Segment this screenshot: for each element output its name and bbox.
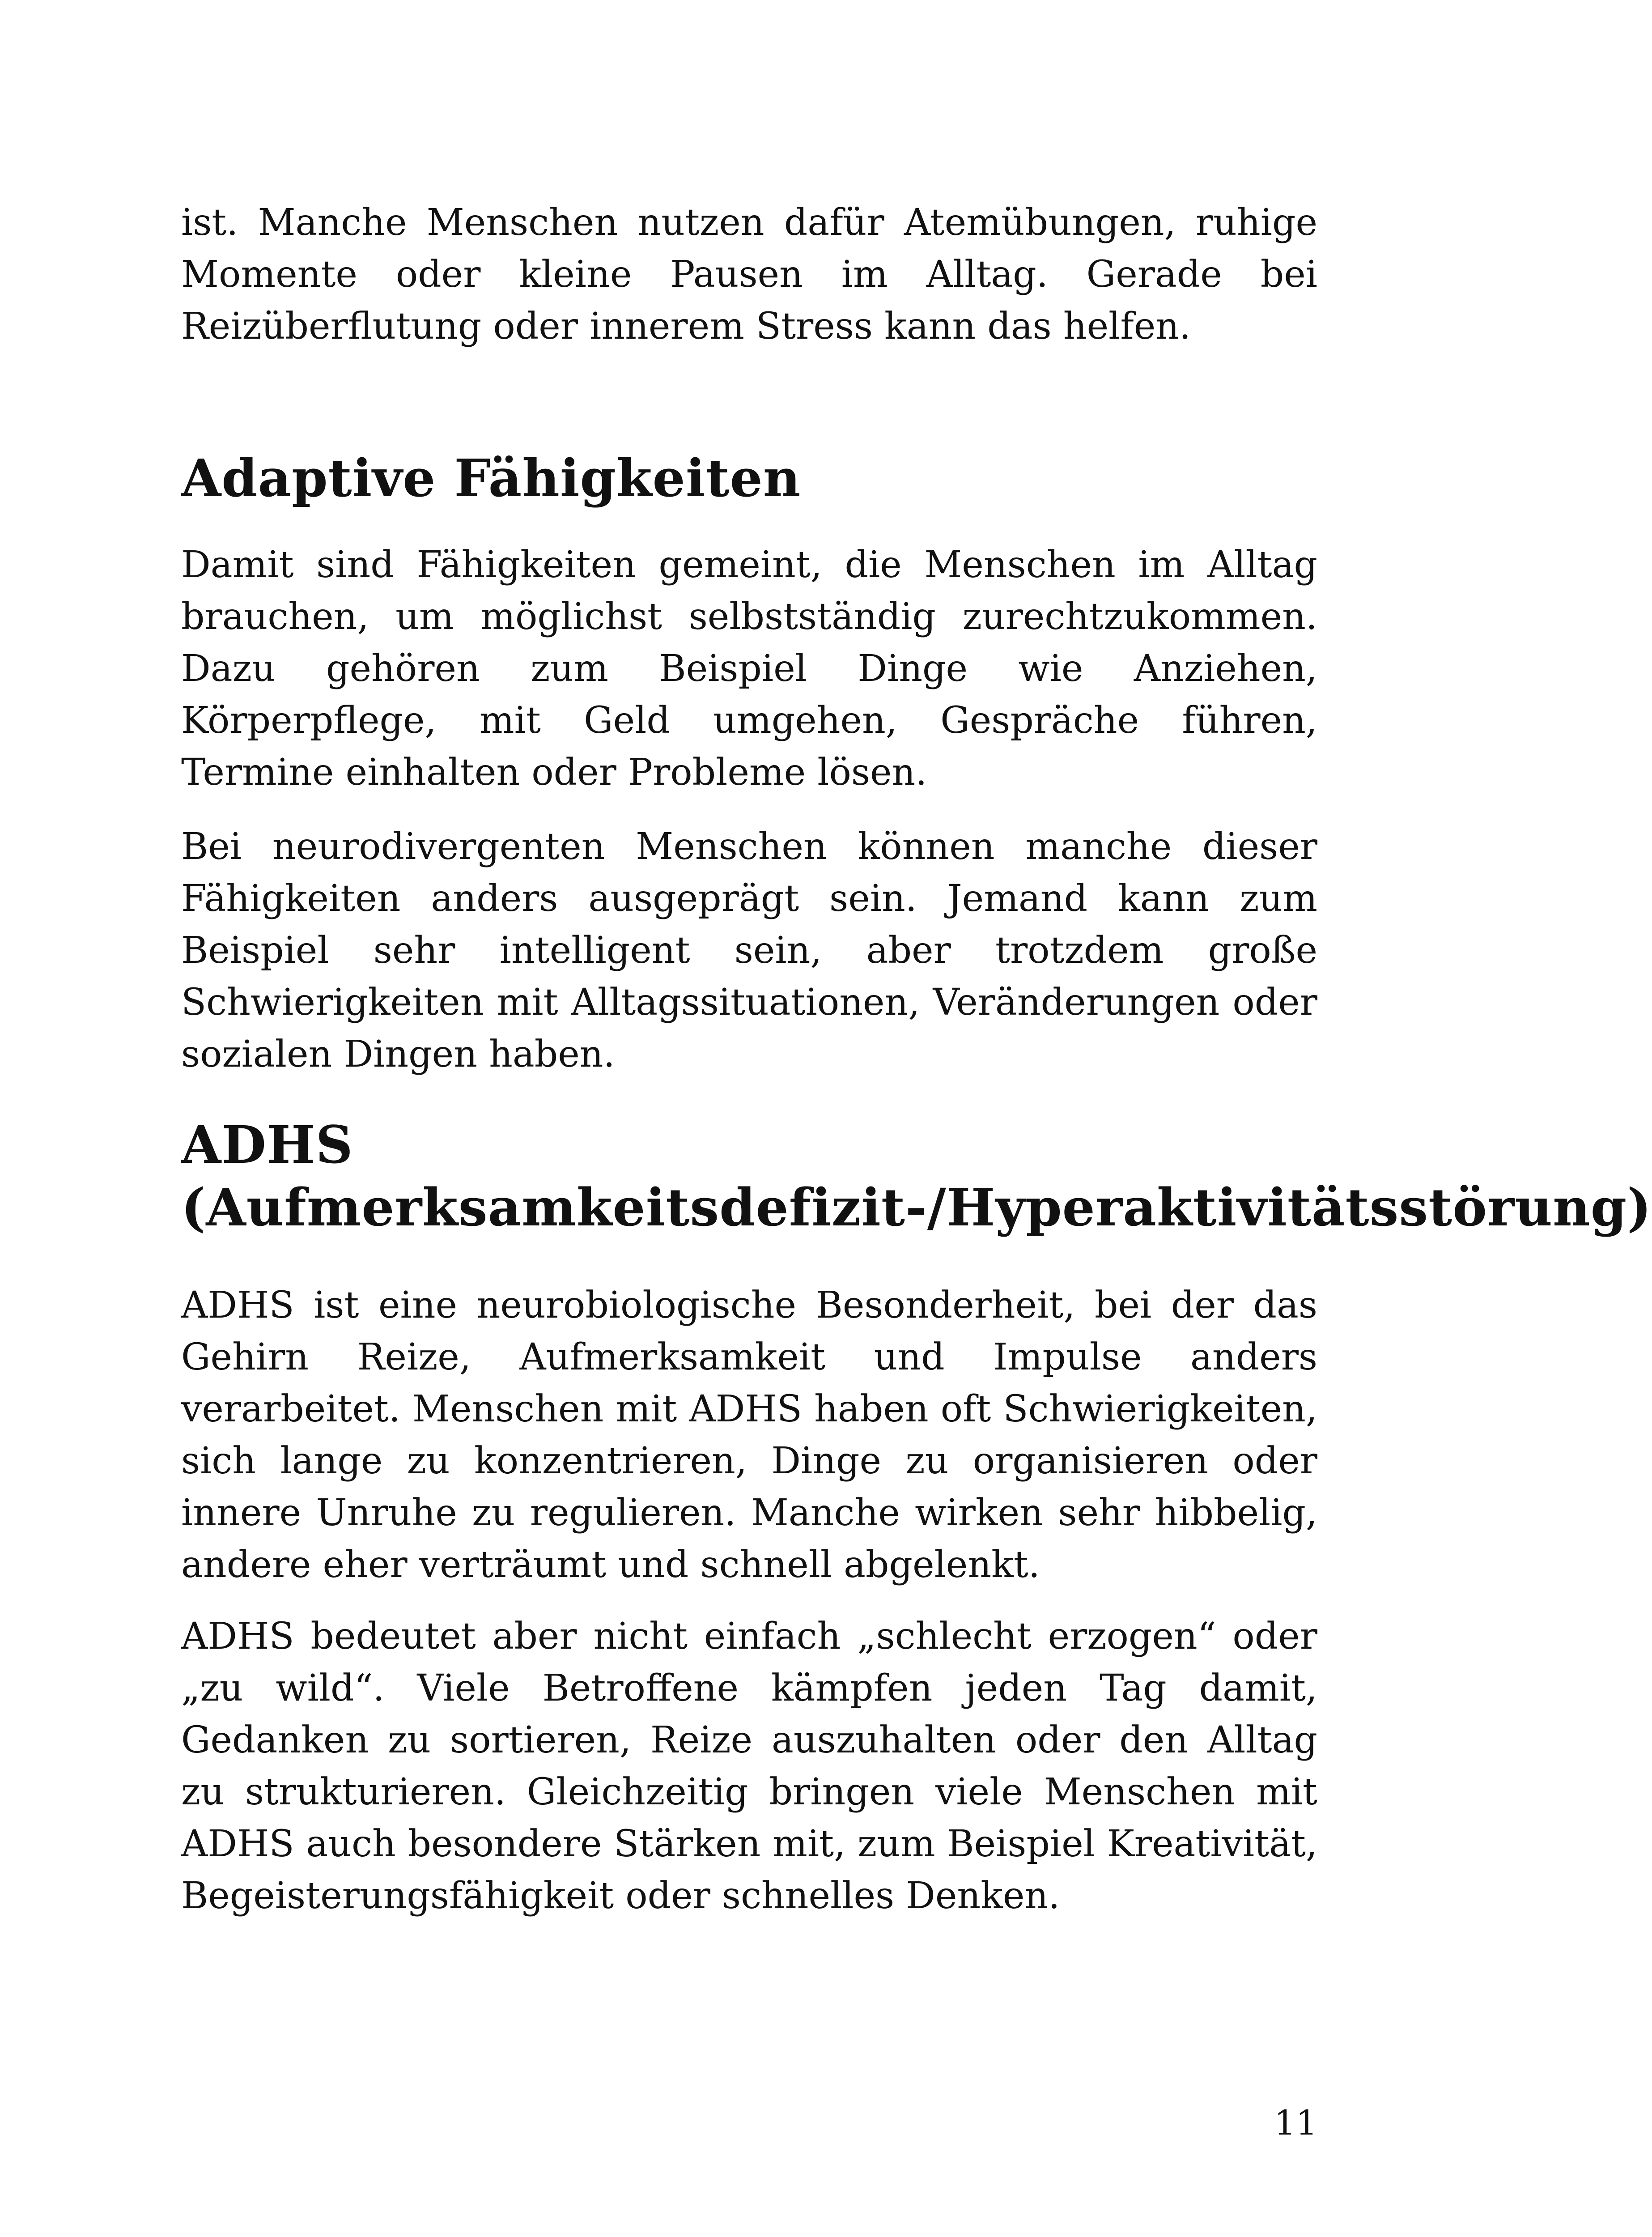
section-adhs-body-2 bbox=[181, 1611, 1317, 1922]
body-paragraph: Damit sind Fähigkeiten gemeint, die Menschen im Alltag brauchen, um möglichst selbstständig zurechtzukommen. Dazu gehören zum Beispiel Dinge wie Anziehen, Körperpflege, mit Geld umgehen, Gespräche führen, Termine einhalten oder Probleme lösen. bbox=[181, 544, 1317, 794]
page-number: 11 bbox=[1274, 2103, 1317, 2143]
section-adaptive-skills bbox=[181, 447, 1317, 510]
intro-paragraph: ist. Manche Menschen nutzen dafür Atemübungen, ruhige Momente oder kleine Pausen im Alltag. Gerade bei Reizüberflutung oder innerem Stress kann das helfen. bbox=[181, 201, 1317, 348]
section-heading: ADHS (Aufmerksamkeitsdefizit-/Hyperaktivitätsstörung) bbox=[181, 1115, 1652, 1238]
section-adaptive-skills-body bbox=[181, 539, 1317, 799]
body-paragraph: ADHS bedeutet aber nicht einfach „schlecht erzogen“ oder „zu wild“. Viele Betroffene kämpfen jeden Tag damit, Gedanken zu sortieren, Reize auszuhalten oder den Alltag zu strukturieren. Gleichzeitig bringen viele Menschen mit ADHS auch besondere Stärken mit, zum Beispiel Kreativität, Begeisterungsfähigkeit oder schnelles Denken. bbox=[181, 1615, 1317, 1917]
body-paragraph: ADHS ist eine neurobiologische Besonderheit, bei der das Gehirn Reize, Aufmerksamkeit und Impulse anders verarbeitet. Menschen mit ADHS haben oft Schwierigkeiten, sich lange zu konzentrieren, Dinge zu organisieren oder innere Unruhe zu regulieren. Manche wirken sehr hibbelig, andere eher verträumt und schnell abgelenkt. bbox=[181, 1284, 1317, 1586]
intro-block bbox=[181, 197, 1317, 353]
section-adhs-body bbox=[181, 1280, 1317, 1591]
section-adaptive-skills-body-2 bbox=[181, 821, 1317, 1080]
section-adhs bbox=[181, 1114, 1652, 1239]
body-paragraph: Bei neurodivergenten Menschen können manche dieser Fähigkeiten anders ausgeprägt sein. Jemand kann zum Beispiel sehr intelligent sein, aber trotzdem große Schwierigkeiten mit Alltagssituationen, Veränderungen oder sozialen Dingen haben. bbox=[181, 825, 1317, 1076]
section-heading: Adaptive Fähigkeiten bbox=[181, 448, 801, 509]
